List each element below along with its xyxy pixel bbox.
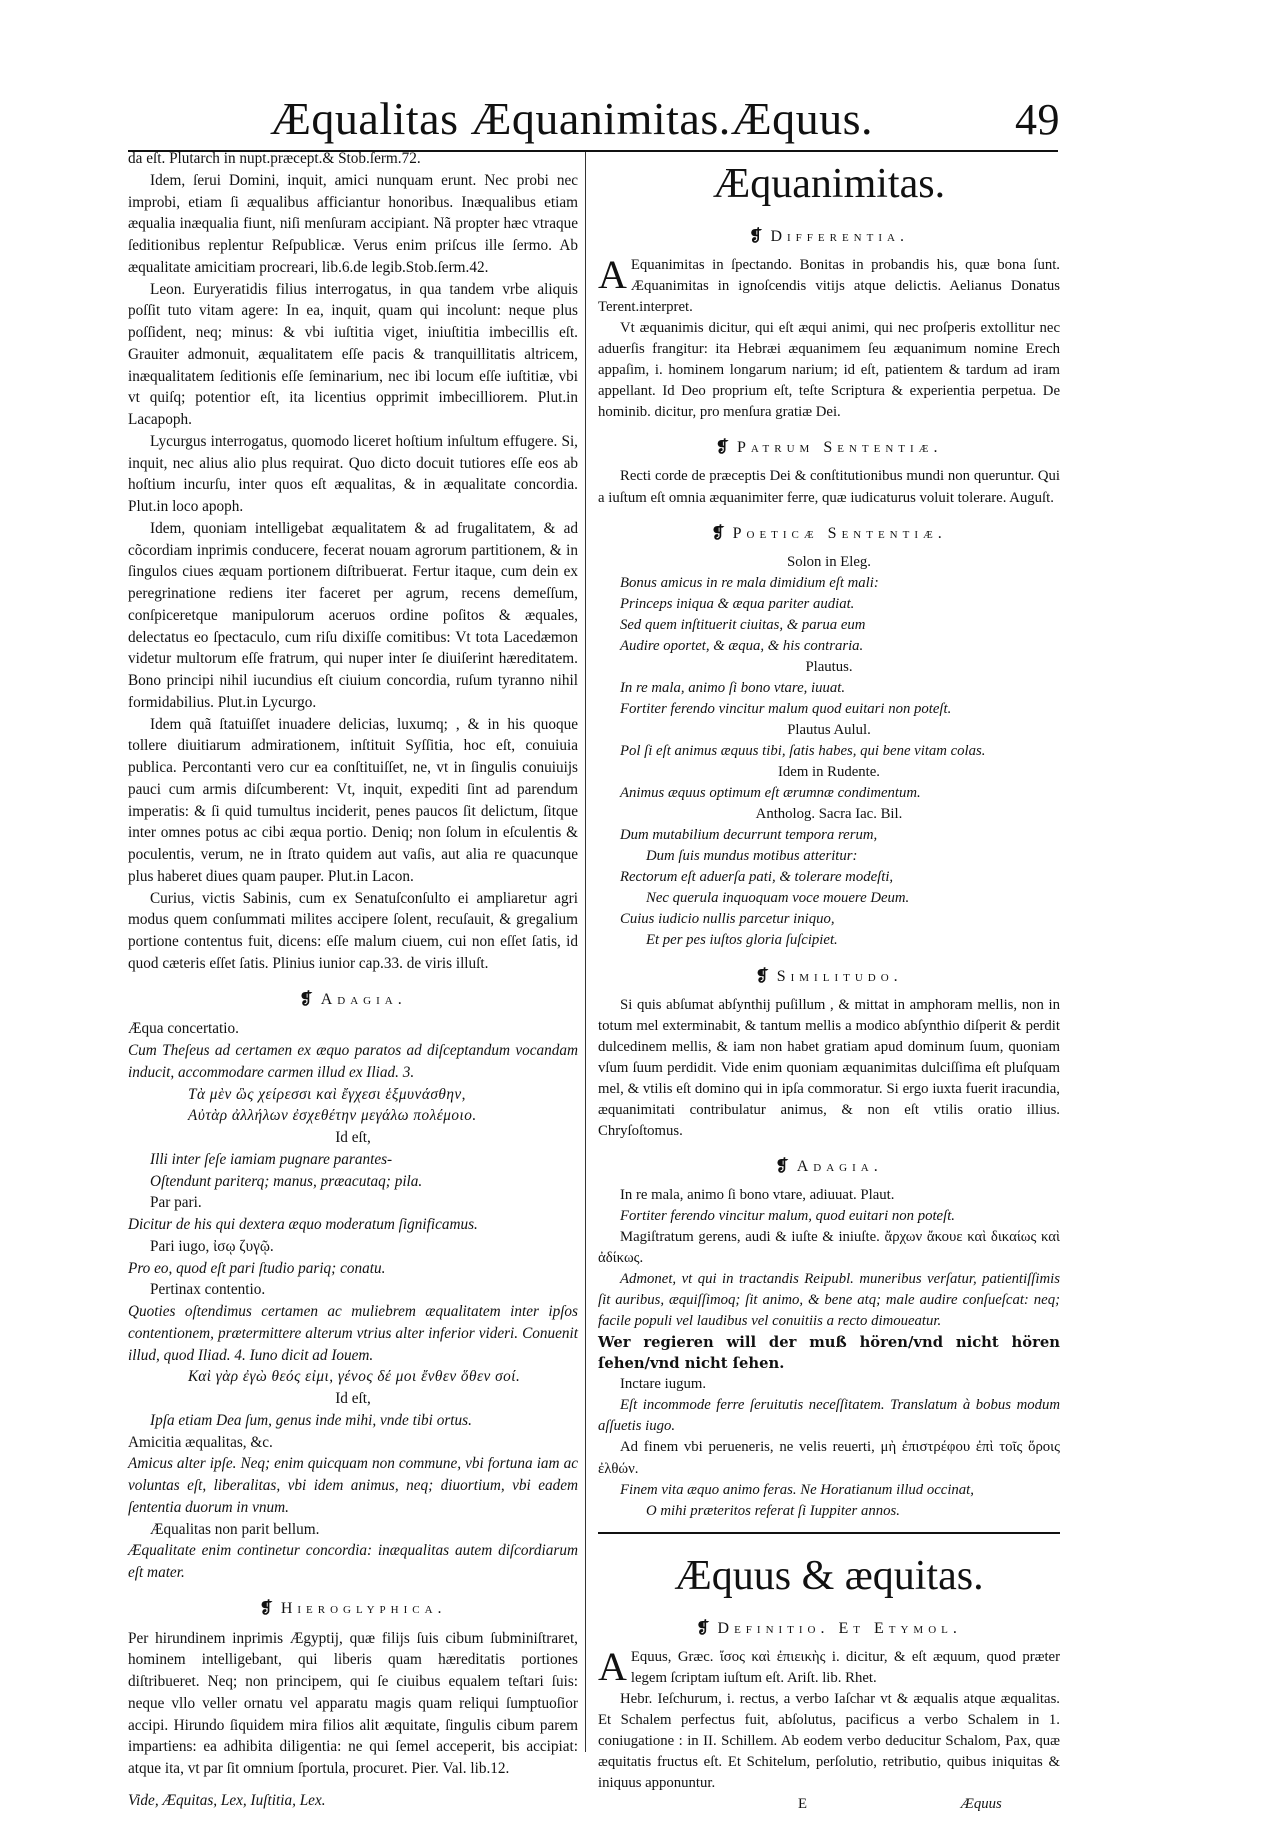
author-label: Solon in Eleg. (787, 553, 871, 570)
pilcrow-icon: ❡ (775, 1157, 789, 1175)
paragraph: A Equus, Græc. ἴσος καὶ ἐπιεικὴς i. dicitur, & eſt æquum, quod præter legem ſcriptam iuſtum eſt. Ariſt. lib. Rhet. (598, 1643, 1060, 1689)
entry-title: Æquanimitas. (712, 161, 946, 207)
column-divider (585, 152, 586, 1752)
latin-verse: Animus æquus optimum eſt ærumnæ condimentum. (620, 785, 921, 802)
paragraph: A Equanimitas in ſpectando. Bonitas in probandis his, quæ bona ſunt. Æquanimitas in ignoſcendis vitijs atque delictis. Aelianus Donatus Terent.interpret. (598, 252, 1060, 316)
page-number: 49 (1015, 95, 1060, 144)
adage-comment: Eſt incommode ferre ſeruitutis neceſſitatem. Translatum à bobus modum aſſuetis iugo. (598, 1397, 1060, 1435)
latin-verse: Dum ſuis mundus motibus atteritur: (646, 848, 858, 865)
paragraph: Vt æquanimis dicitur, qui eſt æqui animi, qui nec proſperis extollitur nec aduerſis frangitur: ita Hebræi æquanimem ſeu æquanimum nomine Erech appaſim, i. hominem longarum narium; id eſt, patientem & tardum ad iram appellant. Id Deo proprium eſt, teſte Scriptura & experientia perpetua. De hominib. dicitur, pro menſura gratiæ Dei. (598, 320, 1060, 421)
paragraph: Curius, victis Sabinis, cum ex Senatuſconſulto ei ampliaretur agri modus quem conſummati milites accipere ſolent, recuſauit, & gregalium portione contentus fuit, dicens: eſſe malum ciuem, cui non eſſet ſatis, id quod cæteris eſſet ſatis. Plinius iunior cap.33. de viris illuſt. (128, 889, 578, 972)
greek-verse: Καὶ γὰρ ἐγὼ θεός εἰμι, γένος δέ μοι ἔνθεν ὅθεν σοί. (188, 1368, 521, 1386)
adage-comment: Admonet, vt qui in tractandis Reipubl. muneribus verſatur, patientiſſimis ſit auribus, æquiſſimoq; ſit animo, & bene atq; male audire conſueſcat: neq; facile populi vel laudibus vel conuitiis a recto dimoueatur. (598, 1271, 1060, 1330)
idest-label: Id eſt, (335, 1129, 371, 1146)
german-proverb: Wer regieren will der muß hören/vnd nicht hören ſehen/vnd nicht ſehen. (598, 1334, 1060, 1373)
section-rule (598, 1532, 1060, 1534)
section-heading-poeticae: ❡ Poeticæ Sententiæ. (711, 524, 947, 542)
adage-comment: Finem vita æquo animo feras. Ne Horatianum illud occinat, (620, 1481, 974, 1498)
latin-verse: In re mala, animo ſi bono vtare, iuuat. (620, 679, 846, 696)
pilcrow-icon: ❡ (749, 228, 763, 245)
drop-cap: A (598, 1643, 627, 1689)
paragraph: Hebr. Ieſchurum, i. rectus, a verbo Iaſchar vt & æqualis atque æqualitas. Et Schalem perfectus fuit, abſolutus, pacificus a verbo Schalem in 1. coniugatione : in II. Schillem. Ab eodem verbo deducitur Schalom, Pax, quæ æquitatis fructus eſt. Et Schitelum, perſolutio, retributio, quibus iniquitas & iniquus apponuntur. (598, 1690, 1060, 1791)
latin-verse: Illi inter ſeſe iamiam pugnare parantes- (150, 1150, 393, 1168)
paragraph: Idem, quoniam intelligebat æqualitatem & ad frugalitatem, & ad cõcordiam inprimis conducere, fecerat nouam agrorum partitionem, & in ſingulos ciues æquam portionem diſtribuerat. Fertur itaque, cum dein ex peregrinatione rediens iter faceret per agrum, recens demeſſum, conſpiceretque manipulorum aceruos ordine poſitos & æquales, delectatus eo ſpectaculo, cum riſu dixiſſe comitibus: Vt tota Lacedæmon videtur multorum eſſe fratrum, qui nuper inter ſe diuiſerint hæreditatem. Bono principi nihil iucundius eſt ciuium concordia, ruſum tyranno nihil formidabilius. Plut.in Lycurgo. (128, 519, 578, 711)
adage: Ad finem vbi perueneris, ne velis reuerti, μὴ ἐπιστρέφου ἐπὶ τοῖς ὅροις ἐλθών. (598, 1439, 1060, 1477)
pilcrow-icon: ❡ (715, 439, 729, 457)
paragraph: Si quis abſumat abſynthij puſillum , & mittat in amphoram mellis, non in totum mel exterminabit, & tantum mellis a modico abſynthio diſperit & perdit dulcedinem mellis, & iam non habet gratiam apud dominum ſuum, quoniam vſum ſuum perdidit. Vide enim quoniam æquanimitas dulciſſima eſt pluſquam mel, & vtilis eſt domino qui in ipſa commoratur. Si ergo iuxta fuerit iracundia, æquanimitati contribulatur animus, & non eſt vtilis oratio illius. Chryſoſtomus. (598, 996, 1060, 1139)
latin-verse: Et per pes iuſtos gloria ſuſcipiet. (646, 932, 838, 949)
paragraph: Lycurgus interrogatus, quomodo liceret hoſtium inſultum effugere. Si, inquit, nec alius alio plus requirat. Quo dicto docuit tutiores eſſe eos ab hoſtium incurſu, inter quos eſt æqualitas, & in æqualitate concordia. Plut.in loco apoph. (128, 432, 578, 515)
greek-verse: Τὰ μὲν ὣς χείρεσσι καὶ ἔγχεσι ἑξμυνάσθην, (188, 1085, 466, 1103)
adage: Æqua concertatio. (128, 1020, 239, 1038)
pilcrow-icon: ❡ (755, 967, 769, 985)
entry-title: Æquus & æquitas. (674, 1552, 984, 1599)
paragraph: da eſt. Plutarch in nupt.præcept.& Stob.ſerm.72. (128, 150, 421, 167)
adage-comment: Æqualitate enim continetur concordia: inæqualitas autem diſcordiarum eſt mater. (128, 1542, 578, 1581)
latin-verse: Cuius iudicio nullis parcetur iniquo, (620, 911, 835, 928)
latin-verse: Pol ſi eſt animus æquus tibi, ſatis habes, qui bene vitam colas. (620, 743, 986, 760)
adage: Fortiter ferendo vincitur malum, quod euitari non poteſt. (620, 1207, 955, 1224)
paragraph: Per hirundinem inprimis Ægyptij, quæ filijs ſuis cibum ſubminiſtraret, hominem intelligebant, qui liberis quam hæreditatis portiones diſtribueret. Neq; non principem, qui ſe ciuibus equalem teſtari ſuis: neque vllo veller ornatu vel apparatu magis quam reliqui ſumptuoſior accipi. Hirundo ſiquidem mira filios alit æquitate, ſingulis cibum parem impartiens: ea adhibita diligentia: ne qui ſemel acceperit, bis accipiat: atque ita, vt par ſit omnium ſportula, procuret. Pier. Val. lib.12. (128, 1629, 578, 1777)
idest-label: Id eſt, (335, 1390, 371, 1407)
latin-verse: O mihi præteritos referat ſi Iuppiter annos. (646, 1502, 900, 1519)
latin-verse: Bonus amicus in re mala dimidium eſt mali: (620, 574, 879, 591)
pilcrow-icon: ❡ (711, 524, 725, 542)
paragraph: Idem quã ſtatuiſſet inuadere delicias, luxumq; , & in his quoque tollere diuitiarum admirationem, inſtituit Syſſitia, hoc eſt, conuiuia publica. Percontanti vero cur ea conſtituiſſet, ne, vt in ſingulis conuiuijs pauci cum armis diſcumberent: Vt, inquit, expediti ſint ad parendum imperatis: & ſi quid tumultus inciderit, penes paucos ſit delictum, ſitque inter omnes potus ac cibi æqua portio. Deniq; non ſolum in eſculentis & poculentis, verum, ne in ſtrato quidem aut vaſis, aut alia re quacunque plus haberet diues quam pauper. Plut.in Lacon. (128, 715, 578, 885)
pilcrow-icon: ❡ (259, 1599, 273, 1617)
adage-comment: Quoties oſtendimus certamen ac muliebrem æqualitatem inter ipſos contentionem, prætermittere alterum vtrius alter inferior videri. Conuenit illud, quod Iliad. 4. Iuno dicit ad Iouem. (128, 1303, 578, 1364)
author-label: Antholog. Sacra Iac. Bil. (755, 806, 903, 823)
adage-comment: Dicitur de his qui dextera æquo moderatum ſignificamus. (128, 1216, 478, 1233)
greek-verse: Αὐτὰρ ἀλλήλων ἐσχεθέτην μεγάλω πολέμοιο. (188, 1107, 477, 1125)
paragraph: Recti corde de præceptis Dei & conſtitutionibus mundi non queruntur. Qui a iuſtum eſt omnia æquanimiter ferre, quæ iudicaturus voluit tolerare. Auguſt. (598, 468, 1060, 506)
section-heading-hieroglyphica: ❡ Hieroglyphica. (259, 1599, 447, 1617)
running-title: Æqualitas Æquanimitas.Æquus. (270, 93, 874, 144)
adage: Pari iugo, ἰσῳ ζυγῷ. (150, 1237, 274, 1255)
running-head (270, 92, 1060, 152)
paragraph: Idem, ſerui Domini, inquit, amici nunquam erunt. Nec probi nec improbi, etiam ſi æqualibus afficiantur honoribus. Inæqualibus etiam æqualia inæqualia fiunt, niſi menſuram accipiant. Nã propter hæc vtraque ſeditionibus replentur Reſpublicæ. Verus enim priſcus ille ſermo. Ab æqualitate amicitiam procreari, lib.6.de legib.Stob.ſerm.42. (128, 171, 578, 276)
adage: In re mala, animo ſi bono vtare, adiuuat. Plaut. (620, 1186, 895, 1203)
pilcrow-icon: ❡ (696, 1619, 710, 1637)
adage-comment: Cum Theſeus ad certamen ex æquo paratos ad diſceptandum vocandam inducit, accommodare carmen illud ex Iliad. 3. (128, 1042, 578, 1081)
right-column (598, 152, 1060, 1815)
adage: Amicitia æqualitas, &c. (128, 1433, 273, 1451)
author-label: Plautus Aulul. (787, 721, 871, 738)
page-footer (598, 1794, 1060, 1815)
left-column (128, 148, 578, 1812)
adage-comment: Amicus alter ipſe. Neq; enim quicquam non commune, vbi fortuna iam ac voluntas eſt, liberalitas, vbi idem animus, neq; diuortium, vbi eadem ſententia duorum in vnum. (128, 1455, 578, 1516)
adage: Inctare iugum. (620, 1376, 707, 1393)
adage: Æqualitas non parit bellum. (150, 1520, 320, 1538)
adage-comment: Pro eo, quod eſt pari ſtudio pariq; conatu. (128, 1259, 386, 1277)
catchword: Æquus (960, 1796, 1002, 1813)
latin-verse: Audire oportet, & æqua, & his contraria. (620, 637, 864, 654)
section-heading-adagia: ❡ Adagia. (299, 990, 407, 1008)
adage: Par pari. (150, 1194, 202, 1212)
section-heading-patrum: ❡ Patrum Sententiæ. (715, 439, 943, 457)
latin-verse: Nec querula inquoquam voce mouere Deum. (646, 890, 910, 907)
author-label: Idem in Rudente. (778, 764, 880, 781)
pilcrow-icon: ❡ (299, 990, 313, 1008)
signature-mark: E (798, 1796, 808, 1813)
latin-verse: Dum mutabilium decurrunt tempora rerum, (620, 827, 878, 844)
section-heading-similitudo: ❡ Similitudo. (755, 967, 903, 985)
section-heading-definitio: ❡ Definitio. Et Etymol. (696, 1619, 962, 1637)
latin-verse: Rectorum eſt aduerſa pati, & tolerare modeſti, (620, 869, 894, 886)
paragraph: Leon. Euryeratidis filius interrogatus, in qua tandem vrbe aliquis poſſit tuto vitam agere: In ea, inquit, quam qui incolunt: neque plus poſſident, neq; minus: & vbi iuſtitia viget, iniuſtitia imbecillis eſt. Grauiter admonuit, æqualitatem eſſe pacis & tranquillitatis altricem, inæqualitatem ſeditionis eſſe ſeminarium, nec ibi locum eſſe iuſtitiæ, vbi vt quiſq; potentior eſt, ita licentius opprimit imbecilliorem. Plut.in Lacapoph. (128, 280, 578, 428)
latin-verse: Sed quem inſtituerit ciuitas, & parua eum (620, 616, 866, 633)
latin-verse: Princeps iniqua & æqua pariter audiat. (620, 595, 855, 612)
adage: Magiſtratum gerens, audi & iuſte & iniuſte. ἄρχων ἄκουε καὶ δικαίως καὶ ἀδίκως. (598, 1229, 1060, 1267)
latin-verse: Fortiter ferendo vincitur malum quod euitari non poteſt. (620, 700, 952, 717)
section-heading-differentia: ❡ Differentia. (749, 228, 909, 245)
author-label: Plautus. (805, 658, 853, 675)
drop-cap: A (598, 252, 627, 298)
latin-verse: Oſtendunt pariterq; manus, præacutaq; pila. (150, 1172, 423, 1190)
section-heading-adagia: ❡ Adagia. (775, 1157, 883, 1175)
cross-reference: Vide, Æquitas, Lex, Iuſtitia, Lex. (128, 1791, 326, 1809)
adage: Pertinax contentio. (150, 1281, 266, 1299)
latin-verse: Ipſa etiam Dea ſum, genus inde mihi, vnde tibi ortus. (150, 1411, 472, 1429)
